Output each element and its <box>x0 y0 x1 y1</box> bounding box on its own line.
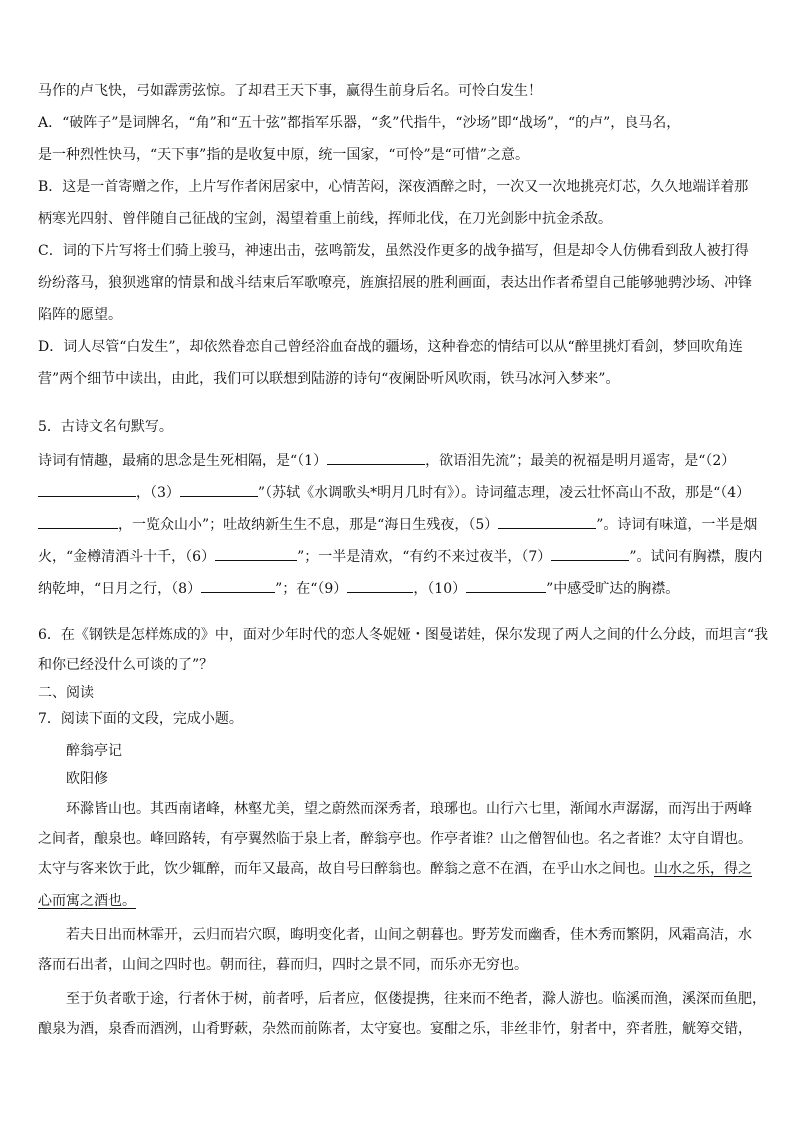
essay-p2-line-2: 落而石出者，山间之四时也。朝而往，暮而归，四时之景不同，而乐亦无穷也。 <box>38 957 528 973</box>
essay-p3-line-1: 至于负者歌于途，行者休于树，前者呼，后者应，伛偻提携，往来而不绝者，滁人游也。临溪而渔，溪深而鱼肥， <box>66 991 766 1007</box>
q5-text: ”；在“（9） <box>275 581 348 597</box>
q5-text: 诗词有情趣，最痛的思念是生死相隔，是“（1） <box>38 453 328 469</box>
question-7-title: 7．阅读下面的文段，完成小题。 <box>38 711 243 727</box>
essay-author: 欧阳修 <box>66 771 108 787</box>
q5-text: 纳乾坤，“日月之行，（8） <box>38 581 202 597</box>
q5-text: ，（3） <box>136 485 180 501</box>
option-c-line-3: 陷阵的愿望。 <box>38 307 122 323</box>
question-6-line-2: 和你已经没什么可谈的了”？ <box>38 657 214 673</box>
question-6-line-1: 6．在《钢铁是怎样炼成的》中，面对少年时代的恋人冬妮娅・图曼诺娃，保尔发现了两人之间的什么分歧，而坦言“我 <box>38 627 769 643</box>
essay-p1-line-3 <box>38 860 756 878</box>
blank-9[interactable] <box>347 578 413 593</box>
q5-text: ”中感受旷达的胸襟。 <box>546 581 680 597</box>
option-d-line-2: 营”两个细节中读出，由此，我们可以联想到陆游的诗句“夜阑卧听风吹雨，铁马冰河入梦来”。 <box>38 371 620 387</box>
question-5-title: 5．古诗文名句默写。 <box>38 419 173 435</box>
question-5-line-3 <box>38 514 756 534</box>
essay-p2-line-1: 若夫日出而林霏开，云归而岩穴暝，晦明变化者，山间之朝暮也。野芳发而幽香，佳木秀而繁阴，风霜高洁，水 <box>66 927 752 943</box>
q5-text: ”。诗词有味道，一半是烟 <box>596 517 758 533</box>
blank-4[interactable] <box>38 514 118 529</box>
underlined-sentence-end: 心而寓之酒也。 <box>38 893 136 909</box>
q5-text: ”。试问有胸襟，腹内 <box>629 549 763 565</box>
option-b-line-2: 柄寒光四射、曾伴随自己征战的宝剑，渴望着重上前线，挥师北伐，在刀光剑影中抗金杀敌。 <box>38 211 612 227</box>
blank-8[interactable] <box>201 578 275 593</box>
blank-1[interactable] <box>327 450 425 465</box>
underlined-sentence: 山水之乐，得之 <box>654 861 752 877</box>
q5-text: ，（10） <box>413 581 467 597</box>
essay-p1-line-4 <box>38 892 756 910</box>
question-5-line-1 <box>38 450 756 470</box>
option-d-line-1: D．词人尽管“白发生”，却依然眷恋自己曾经浴血奋战的疆场，这种眷恋的情结可以从“醉里挑灯看剑，梦回吹角连 <box>38 339 743 355</box>
question-5-line-2 <box>38 482 756 502</box>
q5-text: ，欲语泪先流”；最美的祝福是明月遥寄，是“（2） <box>425 453 736 469</box>
question-5-line-5 <box>38 578 756 598</box>
q5-text: ”（苏轼《水调歌头*明月几时有》）。诗词蕴志理，凌云壮怀高山不敌，那是“（4） <box>257 485 751 501</box>
q5-text: ，一览众山小”；吐故纳新生生不息，那是“海日生残夜，（5） <box>118 517 499 533</box>
blank-5[interactable] <box>498 514 596 529</box>
blank-7[interactable] <box>551 546 629 561</box>
option-a-line-2: 是一种烈性快马，“天下事”指的是收复中原，统一国家，“可怜”是“可惜”之意。 <box>38 147 529 163</box>
blank-3[interactable] <box>180 482 258 497</box>
q5-text: ”；一半是清欢，“有约不来过夜半，（7） <box>297 549 552 565</box>
blank-10[interactable] <box>466 578 546 593</box>
option-a-line-1: A．“破阵子”是词牌名，“角”和“五十弦”都指军乐器，“炙”代指牛，“沙场”即“战场”，“的卢”，良马名， <box>38 115 681 131</box>
essay-p3-line-2: 酿泉为酒，泉香而酒洌，山肴野蔌，杂然而前陈者，太守宴也。宴酣之乐，非丝非竹，射者中，弈者胜，觥筹交错， <box>38 1021 752 1037</box>
essay-text: 太守与客来饮于此，饮少辄醉，而年又最高，故自号曰醉翁也。醉翁之意不在酒，在乎山水之间也。 <box>38 861 654 877</box>
option-c-line-2: 纷纷落马，狼狈逃窜的情景和战斗结束后军歌嘹亮，旌旗招展的胜利画面，表达出作者希望自己能够驰骋沙场、冲锋 <box>38 275 752 291</box>
q5-text: 火，“金樽清酒斗十千，（6） <box>38 549 216 565</box>
essay-p1-line-1: 环滁皆山也。其西南诸峰，林壑尤美，望之蔚然而深秀者，琅琊也。山行六七里，渐闻水声潺潺，而泻出于两峰 <box>66 801 752 817</box>
option-b-line-1: B．这是一首寄赠之作，上片写作者闲居家中，心情苦闷，深夜酒醉之时，一次又一次地挑亮灯芯，久久地端详着那 <box>38 179 749 195</box>
option-c-line-1: C．词的下片写将士们骑上骏马，神速出击，弦鸣箭发，虽然没作更多的战争描写，但是却令人仿佛看到敌人被打得 <box>38 243 749 259</box>
essay-p1-line-2: 之间者，酿泉也。峰回路转，有亭翼然临于泉上者，醉翁亭也。作亭者谁？山之僧智仙也。名之者谁？太守自谓也。 <box>38 831 752 847</box>
section-heading: 二、阅读 <box>38 685 94 701</box>
blank-2[interactable] <box>38 482 136 497</box>
blank-6[interactable] <box>215 546 297 561</box>
question-5-line-4 <box>38 546 763 566</box>
essay-title: 醉翁亭记 <box>66 743 122 759</box>
poem-tail: 马作的卢飞快，弓如霹雳弦惊。了却君王天下事，赢得生前身后名。可怜白发生！ <box>38 83 542 99</box>
